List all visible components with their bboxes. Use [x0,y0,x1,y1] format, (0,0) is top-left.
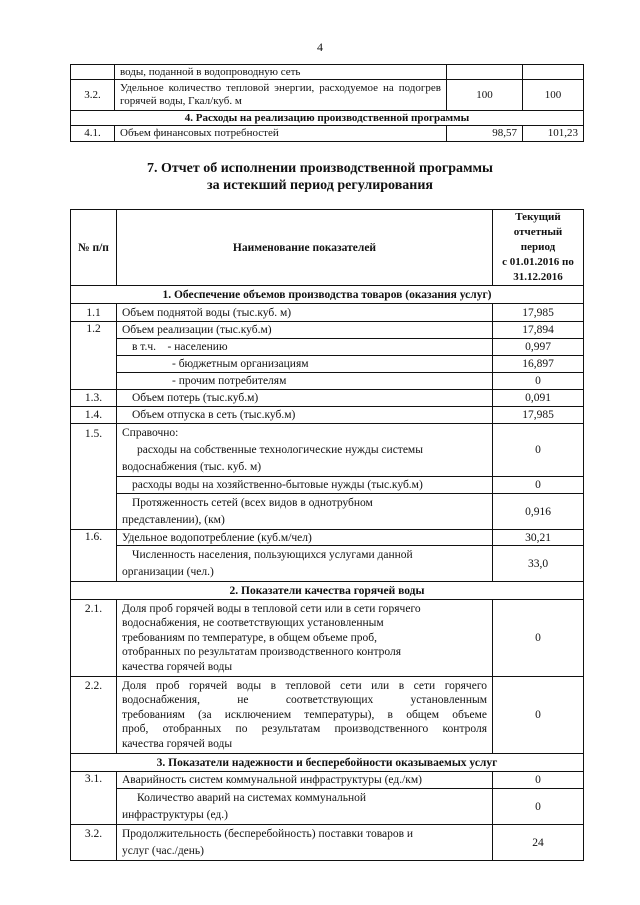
row-value: 0 [493,789,584,825]
row-name [117,339,493,356]
table-row [71,390,584,407]
row-value: 33,0 [493,546,584,582]
row-name: Объем поднятой воды (тыс.куб. м) [117,304,493,322]
header-value-line: с 01.01.2016 по [502,256,574,268]
section-title: 1. Обеспечение объемов производства товаров (оказания услуг) [71,286,584,304]
row-number: 1.4. [71,407,117,424]
row-value: 0 [493,600,584,677]
row-number: 1.3. [71,390,117,407]
row-name: Объем потерь (тыс.куб.м) [117,390,493,407]
row-name [117,789,493,825]
row-number: 1.2 [71,322,117,390]
row-value-1: 100 [447,80,523,111]
row-value-1 [447,65,523,80]
page-number: 4 [317,40,323,54]
header-name: Наименование показателей [117,210,493,286]
row-number: 2.1. [71,600,117,677]
row-value: 0 [493,677,584,754]
row-subname: - населению [167,341,228,353]
row-text-line: представлении), (км) [122,513,225,526]
row-text-line: услуг (час./день) [122,844,205,857]
table-row [71,80,584,111]
table-row [71,407,584,424]
section-header-row [71,111,584,126]
row-text-line: Продолжительность (бесперебойность) поставки товаров и [122,827,414,840]
row-value: 30,21 [493,530,584,546]
header-value [493,210,584,286]
table-row [71,65,584,80]
row-value: 0,091 [493,390,584,407]
row-name [117,677,493,754]
row-text-line: водоснабжения, не соответствующих установленным [122,694,487,707]
table-row [71,373,584,390]
section-header-row [71,582,584,600]
row-name: Объем финансовых потребностей [115,126,447,142]
row-value: 0 [493,373,584,390]
row-value: 0 [493,424,584,477]
row-name: Объем отпуска в сеть (тыс.куб.м) [117,407,493,424]
table-row [71,322,584,339]
table-row [71,424,584,477]
row-name: воды, поданной в водопроводную сеть [115,65,447,80]
table-row [71,677,584,754]
row-number: 1.5. [71,424,117,530]
row-number: 3.1. [71,772,117,825]
row-name [117,825,493,861]
table-row [71,339,584,356]
report-table [70,209,584,861]
row-text-line: инфраструктуры (ед.) [122,808,228,821]
row-number: 1.6. [71,530,117,582]
row-name: Удельное количество тепловой энергии, расходуемое на подогрев горячей воды, Гкал/куб. м [115,80,447,111]
row-text-line: Доля проб горячей воды в тепловой сети или в сети горячего [122,679,487,692]
header-value-line: отчетный период [513,226,563,253]
table-header-row [71,210,584,286]
row-value: 0 [493,477,584,494]
row-number: 4.1. [71,126,115,142]
table-row [71,126,584,142]
row-value: 24 [493,825,584,861]
header-value-line: 31.12.2016 [513,271,563,283]
table-row [71,477,584,494]
row-name: Удельное водопотребление (куб.м/чел) [117,530,493,546]
table-row [71,546,584,582]
table-row [71,772,584,789]
row-value-2 [523,65,584,80]
row-name [117,546,493,582]
row-name: Аварийность систем коммунальной инфраструктуры (ед./км) [117,772,493,789]
previous-section-table [70,64,584,142]
row-text-line: требованиям по температуре, в общем объеме проб, [122,631,378,644]
row-prefix: в т.ч. [132,341,156,353]
row-value-2: 100 [523,80,584,111]
table-row [71,825,584,861]
row-value: 0 [493,772,584,789]
row-text-line: Доля проб горячей воды в тепловой сети или в сети горячего [122,602,421,615]
row-value-2: 101,23 [523,126,584,142]
row-text-line: отобранных по результатам производственного контроля [122,646,401,659]
row-value: 17,985 [493,407,584,424]
row-number [71,65,115,80]
row-text-line: качества горячей воды [122,737,233,750]
heading-line-1: 7. Отчет об исполнении производственной программы [146,161,493,176]
table-row [71,789,584,825]
row-text-line: Численность населения, пользующихся услугами данной [132,548,413,561]
row-value-1: 98,57 [447,126,523,142]
row-number: 1.1 [71,304,117,322]
table-row [71,356,584,373]
row-text-line: расходы на собственные технологические нужды системы [137,443,423,456]
row-text-line: Протяженность сетей (всех видов в однотрубном [132,496,373,509]
section-header-row [71,754,584,772]
section-title: 4. Расходы на реализацию производственной программы [71,111,584,126]
row-number: 3.2. [71,80,115,111]
row-text-line: водоснабжения, не соответствующих установленным [122,617,384,630]
row-name [117,600,493,677]
table-row [71,530,584,546]
row-name: - прочим потребителям [117,373,493,390]
header-number: № п/п [71,210,117,286]
row-text-line: Количество аварий на системах коммунальной [137,791,367,804]
section-heading [0,160,640,194]
row-value: 17,985 [493,304,584,322]
row-name: Объем реализации (тыс.куб.м) [117,322,493,339]
row-name [117,424,493,477]
row-value: 0,997 [493,339,584,356]
row-number: 2.2. [71,677,117,754]
row-number: 3.2. [71,825,117,861]
section-header-row [71,286,584,304]
row-value: 16,897 [493,356,584,373]
row-title: Справочно: [122,426,179,439]
section-title: 3. Показатели надежности и бесперебойности оказываемых услуг [71,754,584,772]
row-value: 0,916 [493,494,584,530]
row-text-line: проб, отобранных по результатам производственного контроля [122,723,487,736]
table-row [71,600,584,677]
table-row [71,304,584,322]
row-name [117,494,493,530]
row-text-line: организации (чел.) [122,565,214,578]
row-text-line: водоснабжения (тыс. куб. м) [122,460,262,473]
row-name: расходы воды на хозяйственно-бытовые нужды (тыс.куб.м) [117,477,493,494]
row-name: - бюджетным организациям [117,356,493,373]
table-row [71,494,584,530]
row-text-line: требованиям (за исключением температуры), в общем объеме [122,708,487,721]
header-value-line: Текущий [515,211,561,223]
row-value: 17,894 [493,322,584,339]
section-title: 2. Показатели качества горячей воды [71,582,584,600]
row-text-line: качества горячей воды [122,660,233,673]
heading-line-2: за истекший период регулирования [207,178,433,193]
